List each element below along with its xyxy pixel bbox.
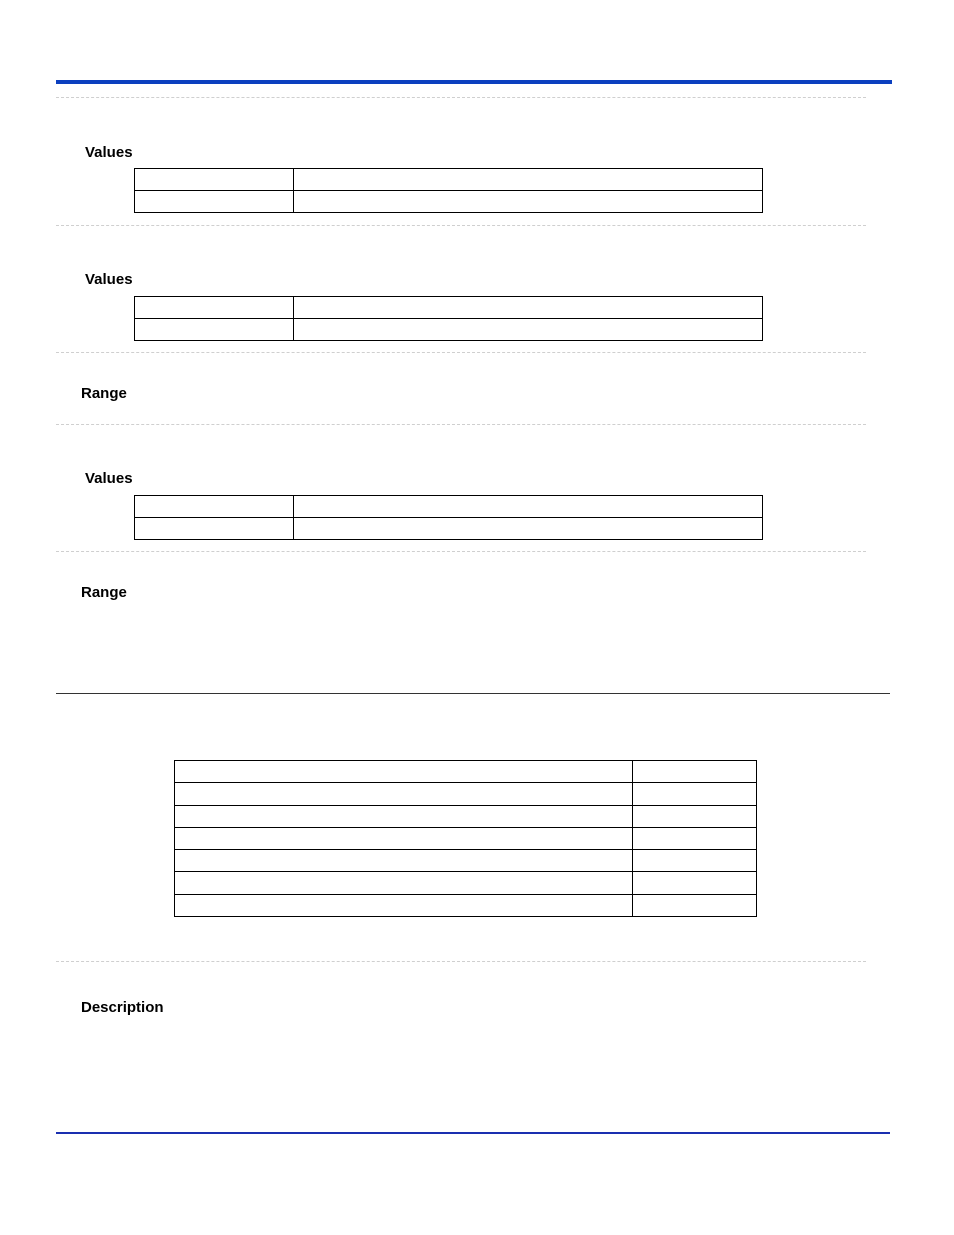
table-cell — [294, 191, 763, 213]
table-row — [135, 496, 763, 518]
table-cell — [294, 319, 763, 341]
table-row — [135, 297, 763, 319]
table-cell — [633, 783, 757, 805]
table-row — [175, 850, 757, 872]
table-cell — [175, 783, 633, 805]
table-cell — [135, 496, 294, 518]
values-table-3 — [134, 495, 763, 540]
horizontal-rule — [56, 693, 890, 694]
footer-rule — [56, 1132, 890, 1134]
table-cell — [294, 496, 763, 518]
values-table-1 — [134, 168, 763, 213]
section-label-values: Values — [85, 144, 133, 161]
table-cell — [294, 169, 763, 191]
table-row — [135, 169, 763, 191]
table-cell — [135, 518, 294, 540]
table-cell — [175, 827, 633, 849]
section-divider — [56, 225, 866, 226]
section-divider — [56, 551, 866, 552]
section-label-values: Values — [85, 470, 133, 487]
table-cell — [633, 827, 757, 849]
table-row — [175, 805, 757, 827]
table-cell — [633, 805, 757, 827]
section-divider — [56, 961, 866, 962]
table-cell — [294, 297, 763, 319]
table-row — [135, 319, 763, 341]
table-cell — [175, 761, 633, 783]
table-cell — [175, 850, 633, 872]
table-cell — [633, 761, 757, 783]
section-divider — [56, 352, 866, 353]
table-row — [175, 827, 757, 849]
table-cell — [175, 872, 633, 894]
header-rule — [56, 80, 892, 84]
table-row — [135, 518, 763, 540]
section-label-values: Values — [85, 271, 133, 288]
table-cell — [175, 805, 633, 827]
table-cell — [175, 894, 633, 916]
table-row — [175, 872, 757, 894]
values-table-2 — [134, 296, 763, 341]
table-row — [175, 783, 757, 805]
table-cell — [294, 518, 763, 540]
section-divider — [56, 424, 866, 425]
section-label-range: Range — [81, 385, 127, 402]
table-cell — [135, 319, 294, 341]
summary-table — [174, 760, 757, 917]
table-cell — [135, 297, 294, 319]
table-row — [175, 761, 757, 783]
table-cell — [633, 850, 757, 872]
section-divider — [56, 97, 866, 98]
section-label-description: Description — [81, 999, 164, 1016]
table-cell — [135, 191, 294, 213]
table-cell — [633, 872, 757, 894]
table-row — [175, 894, 757, 916]
table-row — [135, 191, 763, 213]
table-cell — [135, 169, 294, 191]
section-label-range: Range — [81, 584, 127, 601]
table-cell — [633, 894, 757, 916]
